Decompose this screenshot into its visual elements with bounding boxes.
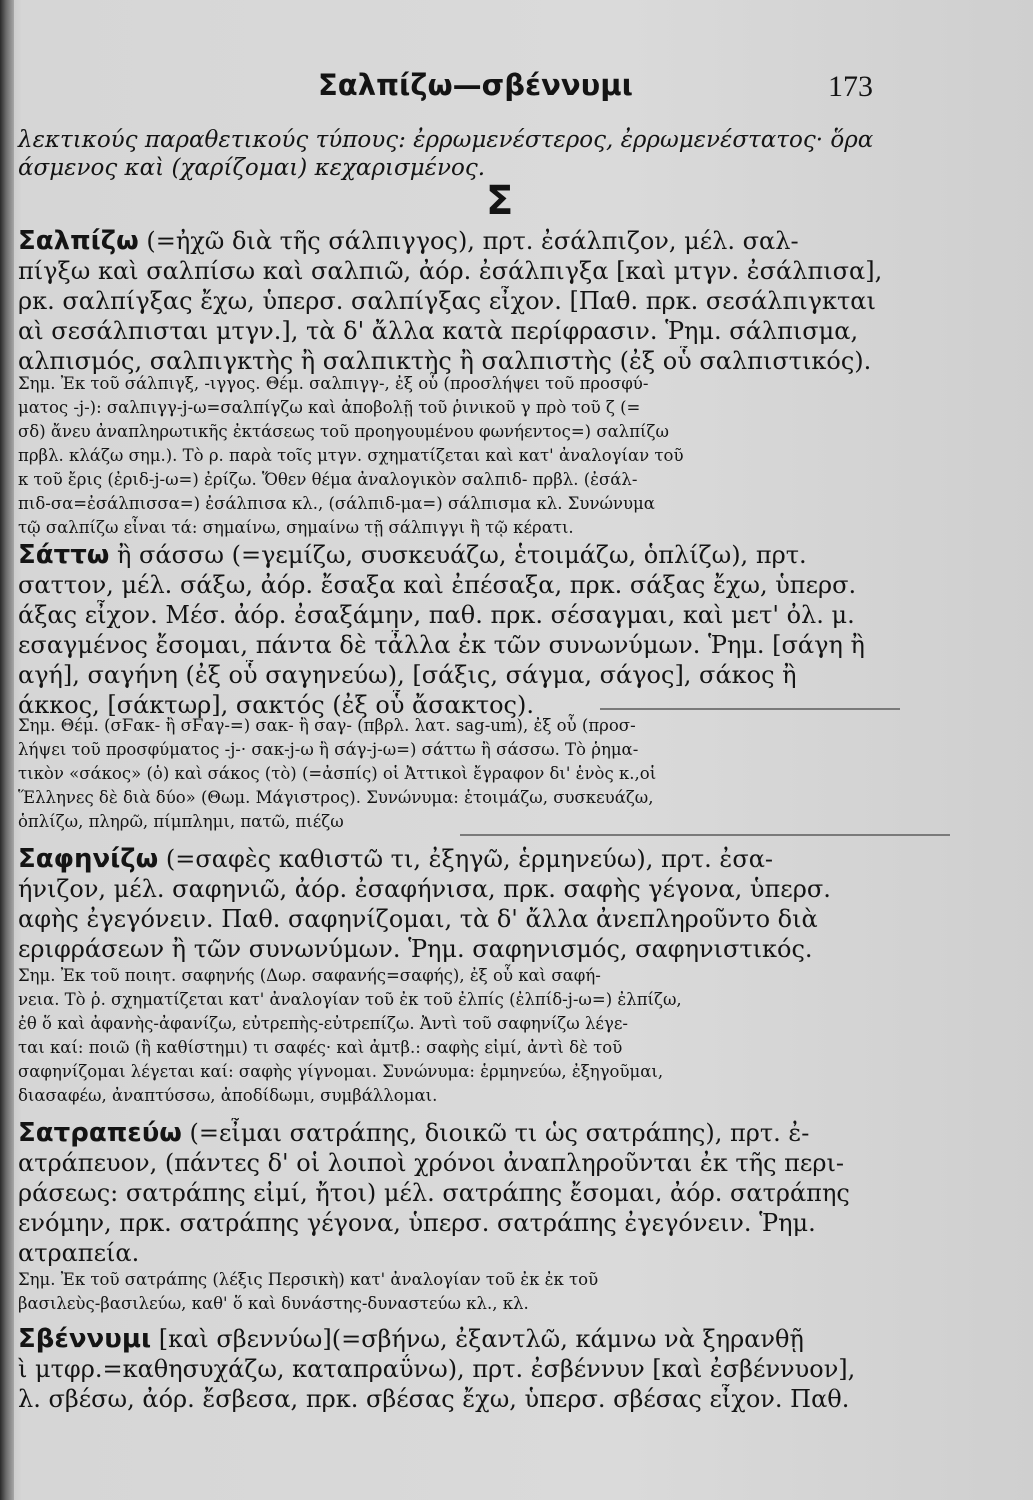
- entry-line: άκκος, [σάκτωρ], σακτός (ἐξ οὗ ἄσακτος).: [18, 691, 534, 719]
- note-satto: [18, 714, 1023, 834]
- entry-line: Σατραπεύω (=εἶμαι σατράπης, διοικῶ τι ὡς σατράπης), πρτ. ἐ-: [18, 1118, 810, 1148]
- entry-line: ατράπευον, (πάντες δ' οἱ λοιποὶ χρόνοι ἀναπληροῦνται ἐκ τῆς περι-: [18, 1149, 844, 1177]
- headword: Σαφηνίζω: [18, 844, 159, 874]
- note-line: Σημ. Ἐκ τοῦ σατράπης (λέξις Περσικὴ) κατ' ἀναλογίαν τοῦ ἐκ ἐκ τοῦ: [18, 1270, 599, 1289]
- note-line: Σημ. Ἐκ τοῦ σάλπιγξ, -ιγγος. Θέμ. σαλπιγγ-, ἐξ οὗ (προσλήψει τοῦ προσφύ-: [18, 374, 649, 393]
- divider-rule: [460, 834, 950, 836]
- entry-line: πίγξω καὶ σαλπίσω καὶ σαλπιῶ, ἀόρ. ἐσάλπιγξα [καὶ μτγν. ἐσάλπισα],: [18, 257, 883, 285]
- note-line: βασιλεὺς-βασιλεύω, καθ' ὅ καὶ δυνάστης-δυναστεύω κλ., κλ.: [18, 1294, 529, 1313]
- entry-svennymi: [18, 1324, 1023, 1414]
- entry-line: σαττον, μέλ. σάξω, ἀόρ. ἔσαξα καὶ ἐπέσαξα, πρκ. σάξας ἔχω, ὑπερσ.: [18, 571, 857, 599]
- entry-line: Σαφηνίζω (=σαφὲς καθιστῶ τι, ἐξηγῶ, ἑρμηνεύω), πρτ. ἐσα-: [18, 844, 774, 874]
- note-salpizo: [18, 372, 1023, 540]
- note-line: σδ) ἄνευ ἀναπληρωτικῆς ἐκτάσεως τοῦ προηγουμένου φωνήεντος=) σαλπίζω: [18, 422, 669, 441]
- headword: Σάττω: [18, 540, 110, 570]
- headword: Σβέννυμι: [18, 1324, 152, 1354]
- note-line: πρβλ. κλάζω σημ.). Τὸ ρ. παρὰ τοῖς μτγν. σχηματίζεται καὶ κατ' ἀναλογίαν τοῦ: [18, 446, 684, 465]
- note-line: λήψει τοῦ προσφύματος -j-· σακ-j-ω ἢ σάγ-j-ω=) σάττω ἢ σάσσω. Τὸ ῥημα-: [18, 740, 639, 759]
- running-head: Σαλπίζω—σβέννυμι: [318, 68, 633, 102]
- page-binding-edge: [0, 0, 14, 1500]
- entry-line: εριφράσεων ἢ τῶν συνωνύμων. Ῥημ. σαφηνισμός, σαφηνιστικός.: [18, 935, 813, 963]
- entry-line: εσαγμένος ἔσομαι, πάντα δὲ τἆλλα ἐκ τῶν συνωνύμων. Ῥημ. [σάγη ἢ: [18, 631, 865, 659]
- note-safenizo: [18, 964, 1023, 1108]
- entry-line: λ. σβέσω, ἀόρ. ἔσβεσα, πρκ. σβέσας ἔχω, ὑπερσ. σβέσας εἶχον. Παθ.: [18, 1385, 850, 1413]
- entry-line: ατραπεία.: [18, 1239, 140, 1267]
- entry-line: άξας εἶχον. Μέσ. ἀόρ. ἐσαξάμην, παθ. πρκ. σέσαγμαι, καὶ μετ' ὀλ. μ.: [18, 601, 855, 629]
- page-header: [0, 68, 1033, 108]
- entry-line: ὶ μτφρ.=καθησυχάζω, καταπραΰνω), πρτ. ἐσβέννυν [καὶ ἐσβέννυον],: [18, 1355, 856, 1383]
- headword: Σαλπίζω: [18, 226, 139, 256]
- entry-line: Σάττω ἢ σάσσω (=γεμίζω, συσκευάζω, ἑτοιμάζω, ὁπλίζω), πρτ.: [18, 540, 807, 570]
- intro-continuation: [18, 126, 1023, 182]
- intro-line: λεκτικούς παραθετικούς τύπους: ἐρρωμενέστερος, ἐρρωμενέστατος· ὅρα: [18, 127, 874, 153]
- note-line: Ἕλληνες δὲ διὰ δύο» (Θωμ. Μάγιστρος). Συνώνυμα: ἑτοιμάζω, συσκευάζω,: [18, 788, 654, 807]
- entry-line: Σβέννυμι [καὶ σβεννύω](=σβήνω, ἐξαντλῶ, κάμνω νὰ ξηρανθῇ: [18, 1324, 804, 1354]
- entry-line: αλπισμός, σαλπιγκτὴς ἢ σαλπικτὴς ἢ σαλπιστὴς (ἐξ οὗ σαλπιστικός).: [18, 347, 872, 375]
- note-line: ὁπλίζω, πληρῶ, πίμπλημι, πατῶ, πιέζω: [18, 812, 344, 831]
- entry-line: αὶ σεσάλπισται μτγν.], τὰ δ' ἄλλα κατὰ περίφρασιν. Ῥημ. σάλπισμα,: [18, 317, 859, 345]
- entry-safenizo: [18, 844, 1023, 964]
- note-line: Σημ. Ἐκ τοῦ ποιητ. σαφηνής (Δωρ. σαφανής=σαφής), ἐξ οὗ καὶ σαφή-: [18, 966, 601, 985]
- note-line: νεια. Τὸ ῥ. σχηματίζεται κατ' ἀναλογίαν τοῦ ἐκ τοῦ ἐλπίς (ἐλπίδ-j-ω=) ἐλπίζω,: [18, 990, 682, 1009]
- entry-salpizo: [18, 226, 1023, 376]
- entry-satrapeuo: [18, 1118, 1023, 1268]
- note-line: τικὸν «σάκος» (ὁ) καὶ σάκος (τὸ) (=ἀσπίς) οἱ Ἀττικοὶ ἔγραφον δι' ἑνὸς κ.,οἱ: [18, 764, 657, 783]
- entry-line: ενόμην, πρκ. σατράπης γέγονα, ὑπερσ. σατράπης ἐγεγόνειν. Ῥημ.: [18, 1209, 816, 1237]
- intro-line: άσμενος καὶ (χαρίζομαι) κεχαρισμένος.: [18, 155, 486, 181]
- note-line: ματος -j-): σαλπιγγ-j-ω=σαλπίγζω καὶ ἀποβολῇ τοῦ ῥινικοῦ γ πρὸ τοῦ ζ (=: [18, 398, 641, 417]
- note-line: ται καί: ποιῶ (ἢ καθίστημι) τι σαφές· καὶ ἀμτβ.: σαφὴς εἰμί, ἀντὶ δὲ τοῦ: [18, 1038, 623, 1057]
- section-letter: Σ: [486, 178, 514, 224]
- note-line: Σημ. Θέμ. (σϜακ- ἢ σϜαγ-=) σακ- ἢ σαγ- (πβρλ. λατ. sag-um), ἐξ οὗ (προσ-: [18, 716, 636, 735]
- note-line: κ τοῦ ἔρις (ἐριδ-j-ω=) ἐρίζω. Ὅθεν θέμα ἀναλογικὸν σαλπιδ- πρβλ. (ἐσάλ-: [18, 470, 638, 489]
- note-line: πιδ-σα=ἐσάλπισσα=) ἐσάλπισα κλ., (σάλπιδ-μα=) σάλπισμα κλ. Συνώνυμα: [18, 494, 655, 513]
- entry-line: Σαλπίζω (=ἠχῶ διὰ τῆς σάλπιγγος), πρτ. ἐσάλπιζον, μέλ. σαλ-: [18, 226, 799, 256]
- entry-line: αγή], σαγήνη (ἐξ οὗ σαγηνεύω), [σάξις, σάγμα, σάγος], σάκος ἢ: [18, 661, 797, 689]
- note-line: διασαφέω, ἀναπτύσσω, ἀποδίδωμι, συμβάλλομαι.: [18, 1086, 438, 1105]
- entry-line: αφὴς ἐγεγόνειν. Παθ. σαφηνίζομαι, τὰ δ' ἄλλα ἀνεπληροῦντο διὰ: [18, 905, 818, 933]
- note-line: σαφηνίζομαι λέγεται καί: σαφὴς γίγνομαι. Συνώνυμα: ἑρμηνεύω, ἐξηγοῦμαι,: [18, 1062, 664, 1081]
- note-line: ἐθ ὅ καὶ ἀφανὴς-ἀφανίζω, εὐτρεπὴς-εὐτρεπίζω. Ἀντὶ τοῦ σαφηνίζω λέγε-: [18, 1014, 628, 1033]
- page-number: 173: [828, 70, 873, 103]
- entry-satto: [18, 540, 1023, 720]
- note-satrapeuo: [18, 1268, 1023, 1316]
- entry-line: ρκ. σαλπίγξας ἔχω, ὑπερσ. σαλπίγξας εἶχον. [Παθ. πρκ. σεσάλπιγκται: [18, 287, 876, 315]
- divider-rule: [600, 708, 900, 710]
- headword: Σατραπεύω: [18, 1118, 182, 1148]
- entry-line: ράσεως: σατράπης εἰμί, ἤτοι) μέλ. σατράπης ἔσομαι, ἀόρ. σατράπης: [18, 1179, 850, 1207]
- entry-line: ήνιζον, μέλ. σαφηνιῶ, ἀόρ. ἐσαφήνισα, πρκ. σαφὴς γέγονα, ὑπερσ.: [18, 875, 831, 903]
- note-line: τῷ σαλπίζω εἶναι τά: σημαίνω, σημαίνω τῇ σάλπιγγι ἢ τῷ κέρατι.: [18, 518, 574, 537]
